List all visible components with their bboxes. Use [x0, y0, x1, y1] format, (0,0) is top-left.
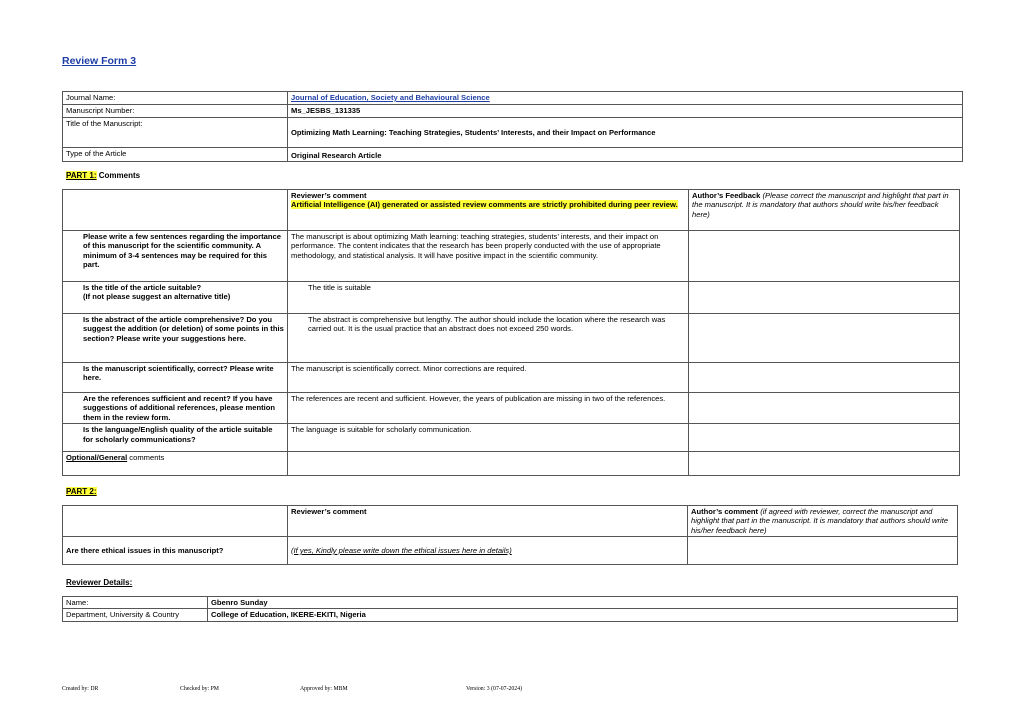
reviewer-name-value: Gbenro Sunday — [208, 597, 958, 609]
footer-version: Version: 3 (07-07-2024) — [466, 686, 523, 692]
author-feedback-abstract[interactable] — [689, 314, 960, 363]
part2-header-empty — [63, 506, 288, 537]
journal-info-table — [62, 91, 963, 162]
optional-general-label: Optional/General comments — [63, 452, 288, 476]
article-type-value: Original Research Article — [288, 148, 963, 162]
question-title: Is the title of the article suitable? (If not please suggest an alternative title) — [63, 282, 288, 314]
manuscript-title-label: Title of the Manuscript: — [63, 118, 288, 148]
author-feedback-references[interactable] — [689, 393, 960, 424]
reviewer-department-value: College of Education, IKERE-EKITI, Nigeria — [208, 609, 958, 621]
ethical-issues-author-comment[interactable] — [688, 537, 958, 565]
part1-comments-table — [62, 189, 960, 476]
footer-created-by: Created by: DR — [62, 686, 99, 692]
part2-ethics-table — [62, 505, 958, 565]
comment-scientific[interactable]: The manuscript is scientifically correct. Minor corrections are required. — [288, 363, 689, 393]
author-feedback-language[interactable] — [689, 424, 960, 452]
ai-warning: Artificial Intelligence (AI) generated or assisted review comments are strictly prohibited during peer review. — [291, 200, 678, 210]
part2-reviewer-comment-header: Reviewer’s comment — [288, 506, 688, 537]
comment-language[interactable]: The language is suitable for scholarly communication. — [288, 424, 689, 452]
manuscript-title-value: Optimizing Math Learning: Teaching Strategies, Students’ Interests, and their Impact on Performance — [288, 118, 963, 148]
author-feedback-title[interactable] — [689, 282, 960, 314]
article-type-label: Type of the Article — [63, 148, 288, 162]
ethical-issues-hint: (If yes, Kindly please write down the ethical issues here in details) — [291, 546, 512, 556]
question-language: Is the language/English quality of the article suitable for scholarly communications? — [63, 424, 288, 452]
comment-optional[interactable] — [288, 452, 689, 476]
comment-importance[interactable]: The manuscript is about optimizing Math learning: teaching strategies, students’ interests, and their impact on performance. The content indicates that the research has been properly conducted with the use of appropriate methodology, and statistical analysis. It will have positive impact in the scientific community. — [288, 231, 689, 282]
reviewer-name-label: Name: — [63, 597, 208, 609]
part2-label: PART 2: — [66, 487, 97, 496]
question-importance: Please write a few sentences regarding the importance of this manuscript for the scientific community. A minimum of 3-4 sentences may be required for this part. — [63, 231, 288, 282]
reviewer-details-heading: Reviewer Details: — [66, 578, 133, 587]
reviewer-details-table — [62, 596, 958, 622]
comment-title[interactable]: The title is suitable — [288, 282, 689, 314]
author-feedback-header: Author’s Feedback (Please correct the manuscript and highlight that part in the manuscript. It is mandatory that authors should write his/her feedback here) — [689, 190, 960, 231]
manuscript-number-value: Ms_JESBS_131335 — [288, 105, 963, 118]
ethical-issues-question: Are there ethical issues in this manuscript? — [63, 537, 288, 565]
journal-name-label: Journal Name: — [63, 92, 288, 105]
author-feedback-scientific[interactable] — [689, 363, 960, 393]
comment-references[interactable]: The references are recent and sufficient. However, the years of publication are missing in two of the references. — [288, 393, 689, 424]
part2-author-comment-header: Author’s comment (if agreed with reviewer, correct the manuscript and highlight that part in the manuscript. It is mandatory that authors should write his/her feedback here) — [688, 506, 958, 537]
manuscript-number-label: Manuscript Number: — [63, 105, 288, 118]
footer-approved-by: Approved by: MBM — [300, 686, 348, 692]
form-title: Review Form 3 — [62, 55, 137, 67]
reviewer-comment-header: Reviewer’s comment Artificial Intelligence (AI) generated or assisted review comments are strictly prohibited during peer review. — [288, 190, 689, 231]
part1-header-empty — [63, 190, 288, 231]
journal-name-link[interactable]: Journal of Education, Society and Behavioural Science — [288, 92, 963, 105]
question-references: Are the references sufficient and recent? If you have suggestions of additional references, please mention them in the review form. — [63, 393, 288, 424]
author-feedback-importance[interactable] — [689, 231, 960, 282]
comment-abstract[interactable]: The abstract is comprehensive but lengthy. The author should include the location where the research was carried out. It is the usual practice that an abstract does not exceed 250 words. — [288, 314, 689, 363]
question-abstract: Is the abstract of the article comprehensive? Do you suggest the addition (or deletion) of some points in this section? Please write your suggestions here. — [63, 314, 288, 363]
part1-label: PART 1: Comments — [66, 171, 141, 180]
ethical-issues-comment[interactable] — [288, 537, 688, 565]
author-feedback-optional[interactable] — [689, 452, 960, 476]
footer-checked-by: Checked by: PM — [180, 686, 219, 692]
reviewer-department-label: Department, University & Country — [63, 609, 208, 621]
question-scientific: Is the manuscript scientifically, correct? Please write here. — [63, 363, 288, 393]
